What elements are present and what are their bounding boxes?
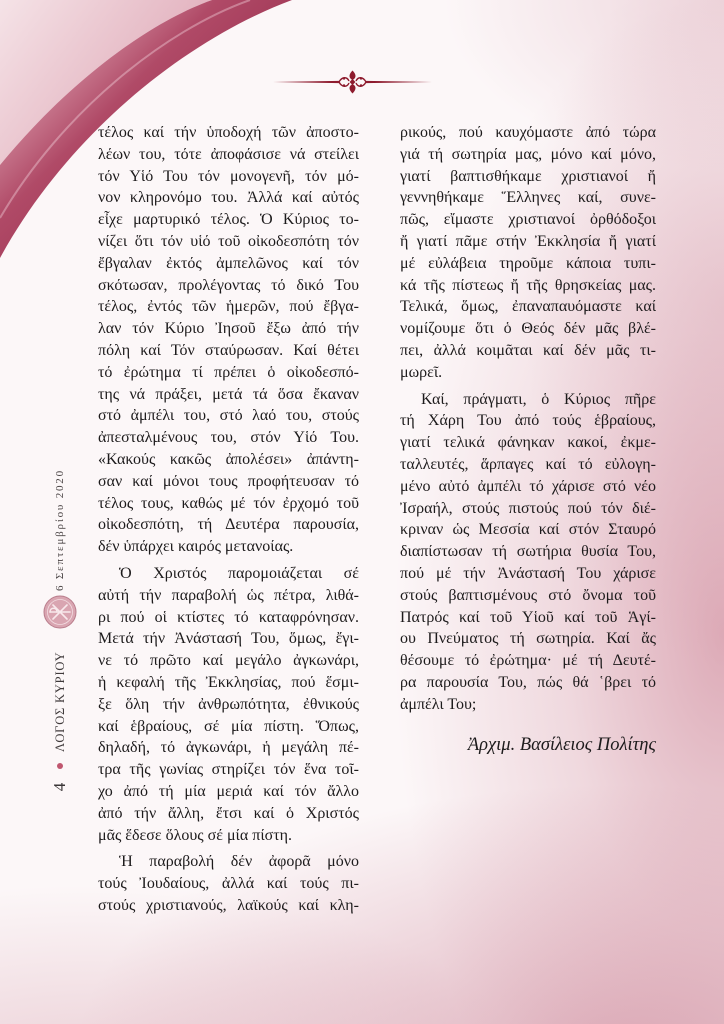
text-line: Πατρός καί τοῦ Υἱοῦ καί τοῦ Ἁγί- bbox=[400, 608, 656, 626]
text-line: γεννηθήκαμε Ἕλληνες καί, συνε- bbox=[400, 189, 656, 207]
text-line: λαν τόν Κύριο Ἰησοῦ ἔξω ἀπό τήν bbox=[98, 320, 359, 338]
text-line: πει, ἀλλά κοιμᾶται καί δέν μᾶς τι- bbox=[400, 341, 656, 359]
text-line: τρα τῆς γωνίας στηρίζει τόν ἕνα τοῖ- bbox=[98, 761, 359, 779]
right-column bbox=[400, 122, 656, 716]
text-line: γιατί τελικά φάνηκαν κακοί, ἐκμε- bbox=[400, 434, 656, 452]
text-line: στό ἀμπέλι του, στό λαό του, στούς bbox=[98, 407, 359, 425]
text-line: λέων του, τότε ἀποφάσισε νά στείλει bbox=[98, 145, 359, 163]
text-line: Καί, πράγματι, ὁ Κύριος πῆρε bbox=[421, 390, 656, 408]
text-line: νον κληρονόμο του. Ἀλλά καί αὐτός bbox=[98, 189, 359, 207]
text-line: νε τό πρῶτο καί μεγάλο ἀγκωνάρι, bbox=[98, 652, 359, 670]
text-line: στούς χριστιανούς, λαϊκούς καί κλη- bbox=[98, 896, 359, 914]
paragraph bbox=[98, 122, 359, 558]
text-line: πόλη καί Τόν σταύρωσαν. Καί θέτει bbox=[98, 341, 359, 359]
bullet-dot-icon bbox=[57, 763, 63, 769]
text-line: εἶχε μαρτυρικό τέλος. Ὁ Κύριος το- bbox=[98, 211, 359, 229]
text-line: Τελικά, ὅμως, ἐπαναπαυόμαστε καί bbox=[400, 298, 656, 316]
paragraph bbox=[98, 563, 359, 846]
text-line: στούς βαπτισμένους στό ὄνομα τοῦ bbox=[400, 586, 656, 604]
text-line: σαν καί μόνοι τους προφήτευσαν τό bbox=[98, 472, 359, 490]
text-line: γιατί βαπτισθήκαμε χριστιανοί ἤ bbox=[400, 167, 656, 185]
text-line: οἰκοδεσπότη, τή Δευτέρα παρουσία, bbox=[98, 516, 359, 534]
text-line: διαπίστωσαν τή σωτήρια θυσία Του, bbox=[400, 543, 656, 561]
text-line: τέλος τους, καθώς μέ τόν ἐρχομό τοῦ bbox=[98, 494, 359, 512]
text-line: νομίζουμε ὅτι ὁ Θεός δέν μᾶς βλέ- bbox=[400, 320, 656, 338]
text-line: νίζει ὅτι τόν υἱό τοῦ οἰκοδεσπότη τόν bbox=[98, 232, 359, 250]
text-line: κριναν ὡς Μεσσία καί στόν Σταυρό bbox=[400, 521, 656, 539]
text-line: ξε ὅλη τήν ἀνθρωπότητα, ἐθνικούς bbox=[98, 695, 359, 713]
text-line: τέλος, ἐντός τῶν ἡμερῶν, πού ἔβγα- bbox=[98, 298, 359, 316]
left-column bbox=[98, 122, 359, 917]
text-line: ρι πού οἱ κτίστες τό καταφρόνησαν. bbox=[98, 608, 359, 626]
text-line: ταλλευτές, ἅρπαγες καί τό εὐλογη- bbox=[400, 455, 656, 473]
text-line: της νά πράξει, μετά τά ὅσα ἔκαναν bbox=[98, 385, 359, 403]
text-line: τέλος καί τήν ὑποδοχή τῶν ἀποστο- bbox=[98, 124, 359, 141]
text-line: «Κακούς κακῶς ἀπολέσει» ἀπάντη- bbox=[98, 450, 359, 468]
text-line: μωρεῖ. bbox=[400, 363, 443, 381]
text-line: ἡ κεφαλή τῆς Ἐκκλησίας, πού ἕσμι- bbox=[98, 673, 359, 691]
text-line: ἀπό τήν ἄλλη, ἔτσι καί ὁ Χριστός bbox=[98, 804, 359, 822]
text-line: Ἡ παραβολή δέν ἀφορᾶ μόνο bbox=[119, 853, 359, 871]
text-line: Ἰσραήλ, στούς πιστούς πού τόν διέ- bbox=[400, 499, 656, 517]
text-line: ρα παρουσία Του, πώς θά ῾βρει τό bbox=[400, 673, 656, 691]
chi-rho-seal-icon bbox=[43, 595, 77, 629]
text-line: θέσουμε τό ἐρώτημα· μέ τή Δευτέ- bbox=[400, 652, 656, 670]
text-line: ρικούς, πού καυχόμαστε ἀπό τώρα bbox=[400, 124, 656, 141]
paragraph bbox=[98, 851, 359, 916]
text-line: Μετά τήν Ἀνάστασή Του, ὅμως, ἔγι- bbox=[98, 630, 359, 648]
issue-date: 6 Σεπτεμβρίου 2020 bbox=[54, 469, 66, 591]
text-line: ου Πνεύματος τή σωτηρία. Καί ἄς bbox=[400, 630, 656, 648]
text-line: πού μέ τήν Ἀνάστασή Του χάρισε bbox=[400, 564, 656, 582]
magazine-title: ΛΟΓΟΣ ΚΥΡΙΟΥ bbox=[53, 651, 67, 752]
vertical-running-footer bbox=[42, 460, 78, 800]
text-line: κά τῆς πίστεως ἤ τῆς θρησκείας μας. bbox=[400, 276, 656, 294]
text-line: ἔβγαλαν ἐκτός ἀμπελῶνος καί τόν bbox=[98, 254, 359, 272]
text-line: μᾶς ἕδεσε ὅλους σέ μία πίστη. bbox=[98, 826, 293, 844]
text-line: ἤ γιατί πᾶμε στήν Ἐκκλησία ἤ γιατί bbox=[400, 232, 656, 250]
text-line: τό ἐρώτημα τί πρέπει ὁ οἰκοδεσπό- bbox=[98, 363, 359, 381]
page-number: 4 bbox=[50, 782, 69, 792]
fleuron-icon bbox=[270, 69, 435, 95]
text-line: τούς Ἰουδαίους, ἀλλά καί τούς πι- bbox=[98, 875, 359, 893]
text-line: Ὁ Χριστός παρομοιάζεται σέ bbox=[119, 564, 359, 582]
paragraph bbox=[400, 389, 656, 716]
author-signature: Ἀρχιμ. Βασίλειος Πολίτης bbox=[467, 735, 656, 755]
text-line: πῶς, εἴμαστε χριστιανοί ὀρθόδοξοι bbox=[400, 211, 656, 229]
paragraph bbox=[400, 122, 656, 384]
text-line: δηλαδή, τό ἀγκωνάρι, ἡ μεγάλη πέ- bbox=[98, 739, 359, 757]
text-line: σκότωσαν, προλέγοντας τό δικό Του bbox=[98, 276, 359, 294]
text-line: αὐτή τήν παραβολή ὡς πέτρα, λιθά- bbox=[98, 586, 359, 604]
text-line: τή Χάρη Του ἀπό τούς ἑβραίους, bbox=[400, 412, 656, 430]
text-line: ἀμπέλι Του; bbox=[400, 695, 477, 713]
text-line: χο ἀπό τή μία μεριά καί τόν ἄλλο bbox=[98, 782, 359, 800]
text-line: ἀπεσταλμένους του, στόν Υἱό Του. bbox=[98, 429, 359, 447]
text-line: καί ἑβραίους, σέ μία πίστη. Ὅπως, bbox=[98, 717, 359, 735]
text-line: τόν Υἱό Του τόν μονογενῆ, τόν μό- bbox=[98, 167, 359, 185]
text-line: μένο αὐτό ἀμπέλι τό χάρισε στό νέο bbox=[400, 477, 656, 495]
text-line: δέν ὑπάρχει καιρός μετανοίας. bbox=[98, 538, 294, 556]
text-line: μέ εὐλάβεια τηροῦμε κάποια τυπι- bbox=[400, 254, 656, 272]
text-line: γιά τή σωτηρία μας, μόνο καί μόνο, bbox=[400, 145, 656, 163]
